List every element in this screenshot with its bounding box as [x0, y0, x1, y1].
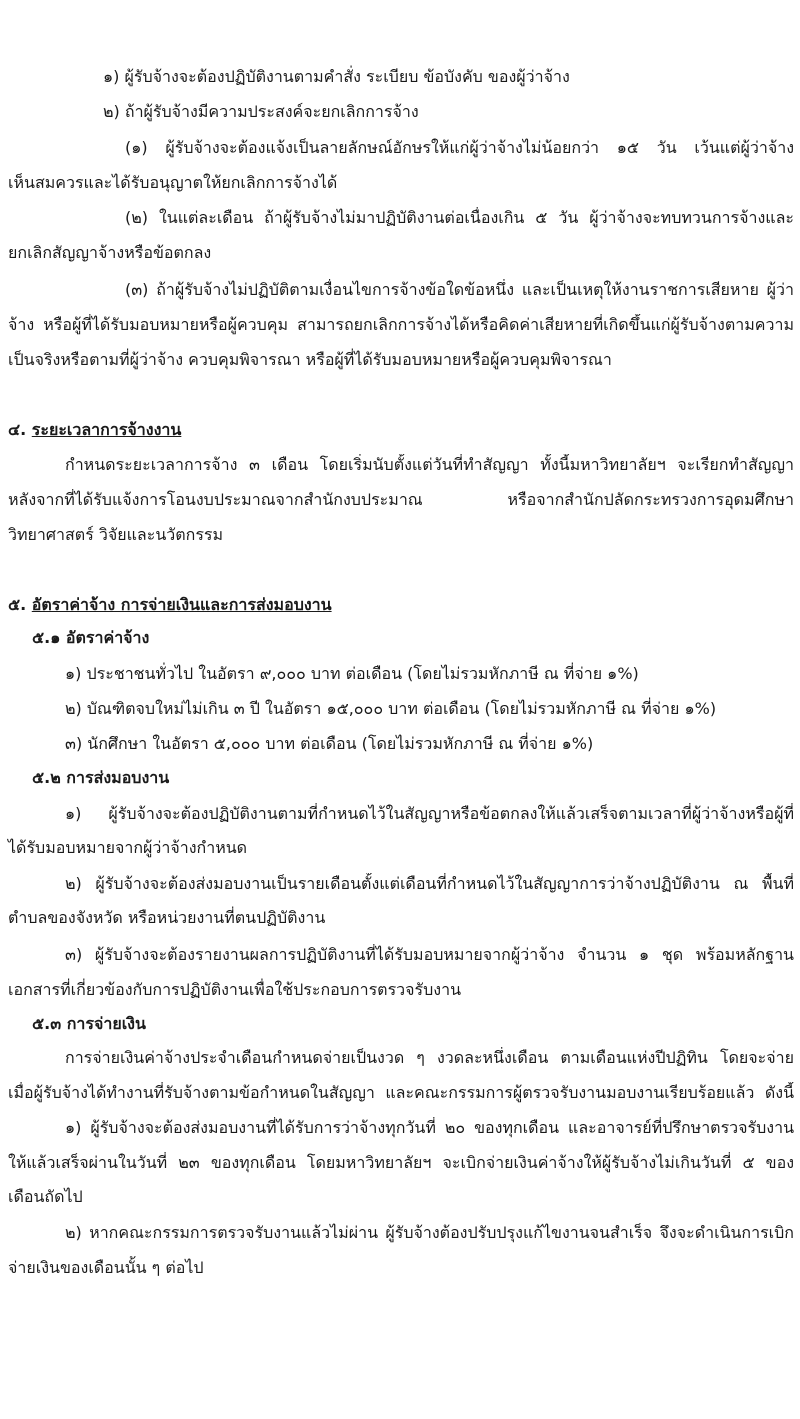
section-4-paragraph-cont: หลังจากที่ได้รับแจ้งการโอนงบประมาณจากสำนักงบประมาณ หรือจากสำนักปลัดกระทรวงการอุดมศึกษา: [8, 490, 794, 509]
section-number: ๔.: [8, 420, 27, 439]
clause-3-sub-3-cont: จ้าง หรือผู้ที่ได้รับมอบหมายหรือผู้ควบคุม สามารถยกเลิกการจ้างได้หรือคิดค่าเสียหายที่เกิดขึ้นแก่ผู้รับจ้างตามความ: [8, 315, 794, 334]
section-title: อัตราค่าจ้าง การจ่ายเงินและการส่งมอบงาน: [31, 595, 332, 614]
payment-item-1-cont2: เดือนถัดไป: [8, 1187, 83, 1206]
payment-paragraph: การจ่ายเงินค่าจ้างประจำเดือนกำหนดจ่ายเป็นงวด ๆ งวดละหนึ่งเดือน ตามเดือนแห่งปีปฏิทิน โดยจะจ่าย: [65, 1048, 794, 1067]
payment-item-2: ๒) หากคณะกรรมการตรวจรับงานแล้วไม่ผ่าน ผู้รับจ้างต้องปรับปรุงแก้ไขงานจนสำเร็จ จึงจะดำเนินการเบิก: [65, 1223, 794, 1242]
subsection-5-3-heading: ๕.๓ การจ่ายเงิน: [32, 1014, 146, 1033]
rate-item: ๓) นักศึกษา ในอัตรา ๕,๐๐๐ บาท ต่อเดือน (โดยไม่รวมหักภาษี ณ ที่จ่าย ๑%): [65, 734, 594, 753]
subsection-5-2-heading: ๕.๒ การส่งมอบงาน: [32, 768, 170, 787]
delivery-item-3-cont: เอกสารที่เกี่ยวข้องกับการปฏิบัติงานเพื่อใช้ประกอบการตรวจรับงาน: [8, 980, 462, 999]
section-4-paragraph-cont2: วิทยาศาสตร์ วิจัยและนวัตกรรม: [8, 525, 224, 544]
payment-item-1-cont: ให้แล้วเสร็จผ่านในวันที่ ๒๓ ของทุกเดือน โดยมหาวิทยาลัยฯ จะเบิกจ่ายเงินค่าจ้างให้ผู้รับจ้างไม่เกินวันที่ ๕ ของ: [8, 1153, 794, 1172]
clause-3-item-1: ๑) ผู้รับจ้างจะต้องปฏิบัติงานตามคำสั่ง ระเบียบ ข้อบังคับ ของผู้ว่าจ้าง: [103, 67, 570, 86]
rate-item: ๒) บัณฑิตจบใหม่ไม่เกิน ๓ ปี ในอัตรา ๑๕,๐๐๐ บาท ต่อเดือน (โดยไม่รวมหักภาษี ณ ที่จ่าย ๑%): [65, 699, 717, 718]
section-number: ๕.: [8, 595, 27, 614]
clause-3-sub-2: (๒) ในแต่ละเดือน ถ้าผู้รับจ้างไม่มาปฏิบัติงานต่อเนื่องเกิน ๕ วัน ผู้ว่าจ้างจะทบทวนการจ้างและ: [125, 208, 794, 227]
clause-3-sub-1-cont: เห็นสมควรและได้รับอนุญาตให้ยกเลิกการจ้างได้: [8, 173, 338, 192]
delivery-item-2: ๒) ผู้รับจ้างจะต้องส่งมอบงานเป็นรายเดือนตั้งแต่เดือนที่กำหนดไว้ในสัญญาการว่าจ้างปฏิบัติงาน ณ พื้นที่: [65, 874, 794, 893]
clause-3-item-2: ๒) ถ้าผู้รับจ้างมีความประสงค์จะยกเลิกการจ้าง: [103, 102, 419, 121]
payment-item-2-cont: จ่ายเงินของเดือนนั้น ๆ ต่อไป: [8, 1258, 204, 1277]
section-4-heading: [8, 419, 181, 441]
payment-paragraph-cont: เมื่อผู้รับจ้างได้ทำงานที่รับจ้างตามข้อกำหนดในสัญญา และคณะกรรมการผู้ตรวจรับงานมอบงานเรียบร้อยแล้ว ดังนี้: [8, 1083, 794, 1102]
subsection-5-1-heading: ๕.๑ อัตราค่าจ้าง: [32, 628, 150, 647]
delivery-item-1-cont: ได้รับมอบหมายจากผู้ว่าจ้างกำหนด: [8, 838, 248, 857]
clause-3-sub-3: (๓) ถ้าผู้รับจ้างไม่ปฏิบัติตามเงื่อนไขการจ้างข้อใดข้อหนึ่ง และเป็นเหตุให้งานราชการเสียหาย ผู้ว่า: [125, 280, 794, 299]
rate-item: ๑) ประชาชนทั่วไป ในอัตรา ๙,๐๐๐ บาท ต่อเดือน (โดยไม่รวมหักภาษี ณ ที่จ่าย ๑%): [65, 664, 639, 683]
clause-3-sub-1: (๑) ผู้รับจ้างจะต้องแจ้งเป็นลายลักษณ์อักษรให้แก่ผู้ว่าจ้างไม่น้อยกว่า ๑๕ วัน เว้นแต่ผู้ว่าจ้าง: [125, 138, 794, 157]
section-4-paragraph: กำหนดระยะเวลาการจ้าง ๓ เดือน โดยเริ่มนับตั้งแต่วันที่ทำสัญญา ทั้งนี้มหาวิทยาลัยฯ จะเรียกทำสัญญา: [65, 455, 794, 474]
delivery-item-1: ๑) ผู้รับจ้างจะต้องปฏิบัติงานตามที่กำหนดไว้ในสัญญาหรือข้อตกลงให้แล้วเสร็จตามเวลาที่ผู้ว่าจ้างหรือผู้ที่: [65, 804, 794, 823]
delivery-item-3: ๓) ผู้รับจ้างจะต้องรายงานผลการปฏิบัติงานที่ได้รับมอบหมายจากผู้ว่าจ้าง จำนวน ๑ ชุด พร้อมหลักฐาน: [65, 945, 794, 964]
payment-item-1: ๑) ผู้รับจ้างจะต้องส่งมอบงานที่ได้รับการว่าจ้างทุกวันที่ ๒๐ ของทุกเดือน และอาจารย์ที่ปรึกษาตรวจรับงาน: [65, 1118, 794, 1137]
section-title: ระยะเวลาการจ้างงาน: [31, 420, 182, 439]
section-5-heading: [8, 594, 332, 616]
delivery-item-2-cont: ตำบลของจังหวัด หรือหน่วยงานที่ตนปฏิบัติงาน: [8, 908, 326, 927]
clause-3-sub-2-cont: ยกเลิกสัญญาจ้างหรือข้อตกลง: [8, 243, 212, 262]
clause-3-sub-3-cont2: เป็นจริงหรือตามที่ผู้ว่าจ้าง ควบคุมพิจารณา หรือผู้ที่ได้รับมอบหมายหรือผู้ควบคุมพิจารณา: [8, 350, 612, 369]
